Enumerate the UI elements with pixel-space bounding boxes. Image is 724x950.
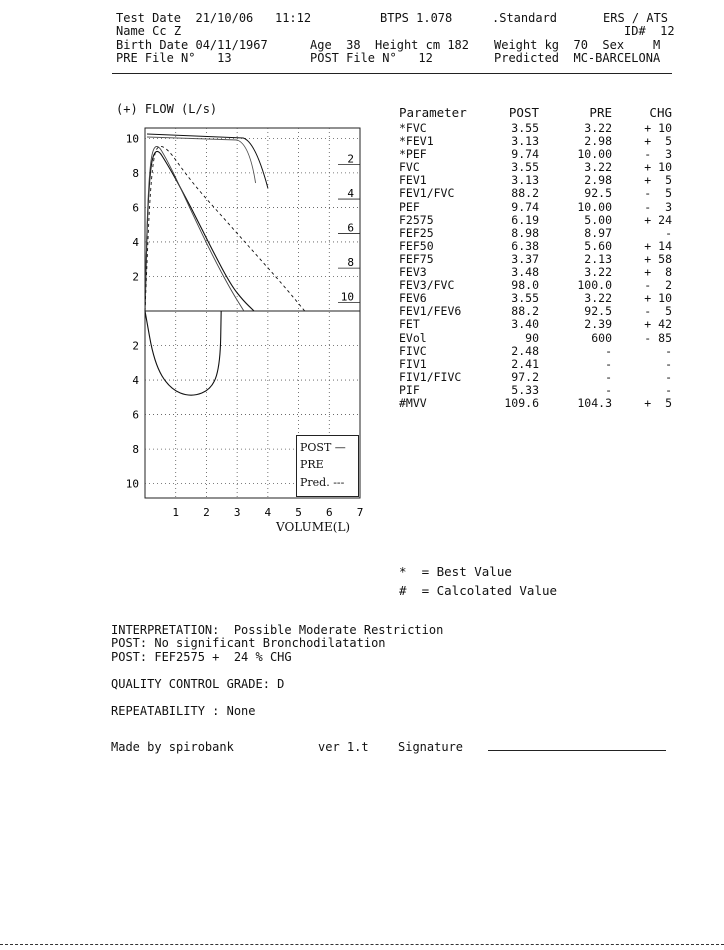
header-pre-file: PRE File N° 13: [116, 51, 232, 65]
param-name: EVol: [399, 330, 427, 345]
post-value: 97.2: [511, 369, 539, 384]
post-value: 109.6: [504, 395, 539, 410]
pre-value: 3.22: [584, 160, 612, 175]
post-value: 9.74: [511, 147, 539, 162]
y-tick-label: 2: [132, 339, 139, 353]
pre-value: 2.98: [584, 173, 612, 188]
table-row: [399, 332, 672, 345]
post-value: 88.2: [511, 186, 539, 201]
col-chg: CHG: [649, 105, 672, 121]
pre-value: 92.5: [584, 304, 612, 319]
param-name: F2575: [399, 212, 434, 227]
y-tick-label: 4: [132, 374, 139, 388]
pre-value: 600: [591, 330, 612, 345]
time-tick-label: 10: [340, 290, 354, 304]
col-pre: PRE: [589, 105, 612, 121]
header-age-height: Age 38 Height cm 182: [310, 38, 469, 52]
pre-value: -: [605, 356, 612, 371]
chg-value: + 58: [644, 251, 672, 266]
pre-value: 5.00: [584, 212, 612, 227]
legend-pred: Pred. ---: [300, 476, 345, 489]
y-tick-label: 2: [132, 270, 139, 284]
param-name: *PEF: [399, 147, 427, 162]
pre-value: 3.22: [584, 265, 612, 280]
pre-value: 5.60: [584, 238, 612, 253]
param-name: PEF: [399, 199, 420, 214]
table-row: [399, 397, 672, 410]
table-row: [399, 201, 672, 214]
header-name: Name Cc Z: [116, 24, 182, 38]
post-value: 5.33: [511, 382, 539, 397]
table-row: [399, 214, 672, 227]
x-tick-label: 2: [203, 506, 210, 519]
chg-value: + 10: [644, 121, 672, 135]
header-ers-ats: ERS / ATS: [603, 11, 669, 25]
post-value: 3.40: [511, 317, 539, 332]
post-value: 90: [525, 330, 539, 345]
post-value: 9.74: [511, 199, 539, 214]
post-value: 6.19: [511, 212, 539, 227]
y-tick-label: 6: [132, 201, 139, 215]
series-line-post-inspiratory: [145, 311, 221, 395]
param-name: FET: [399, 317, 420, 332]
interpretation-post-2: POST: FEF2575 + 24 % CHG: [111, 650, 292, 664]
chg-value: + 10: [644, 291, 672, 306]
x-tick-label: 6: [325, 506, 333, 519]
chg-value: + 8: [644, 265, 672, 280]
chg-value: + 14: [644, 238, 672, 253]
signature-label: Signature: [398, 740, 464, 754]
legend-post: POST —: [300, 441, 346, 454]
param-name: FEV6: [399, 291, 427, 306]
pre-value: 100.0: [577, 278, 612, 293]
table-row: [399, 318, 672, 331]
param-name: FEV1: [399, 173, 427, 188]
y-tick-label: 10: [125, 477, 139, 491]
header-id: ID# 12: [624, 24, 675, 38]
series-line-pred-: [145, 146, 305, 311]
chart-title: (+) FLOW (L/s): [116, 102, 218, 116]
post-value: 2.41: [511, 356, 539, 371]
pre-value: 10.00: [577, 147, 612, 162]
post-value: 3.13: [511, 173, 539, 188]
repeatability: REPEATABILITY : None: [111, 704, 256, 718]
chg-value: - 2: [644, 278, 672, 293]
table-row: [399, 227, 672, 240]
table-row: [399, 384, 672, 397]
header-standard: .Standard: [492, 11, 558, 25]
interpretation-line: INTERPRETATION: Possible Moderate Restriction: [111, 623, 444, 637]
time-tick-label: 8: [347, 256, 354, 270]
header-weight-sex: Weight kg 70 Sex M: [494, 38, 661, 52]
made-by: Made by spirobank: [111, 740, 234, 754]
chart-legend: [296, 435, 359, 497]
series-line-post: [145, 151, 254, 311]
note-best-value: * = Best Value: [399, 564, 512, 579]
param-name: PIF: [399, 382, 420, 397]
version: ver 1.t: [318, 740, 369, 754]
param-name: FIV1/FIVC: [399, 369, 462, 384]
param-name: FEF50: [399, 238, 434, 253]
x-tick-label: 7: [356, 506, 364, 519]
chg-value: - 3: [644, 199, 672, 214]
param-name: FEF25: [399, 225, 434, 240]
interpretation-post-1: POST: No significant Bronchodilatation: [111, 636, 386, 650]
signature-line: [488, 750, 666, 751]
x-tick-label: 5: [295, 506, 302, 519]
chg-value: + 5: [644, 173, 672, 188]
pre-value: 8.97: [584, 225, 612, 240]
pre-value: 2.39: [584, 317, 612, 332]
param-name: #MVV: [399, 395, 427, 410]
chg-value: -: [665, 369, 672, 384]
header-rule: [112, 73, 672, 74]
header-post-file: POST File N° 12: [310, 51, 433, 65]
flow-time-curve-pre: [147, 137, 256, 183]
param-name: FEF75: [399, 251, 434, 266]
table-row: [399, 345, 672, 358]
x-tick-label: 1: [172, 506, 180, 519]
table-row: [399, 358, 672, 371]
pre-value: 3.22: [584, 121, 612, 135]
post-value: 3.48: [511, 265, 539, 280]
post-value: 98.0: [511, 278, 539, 293]
time-tick-label: 4: [347, 187, 354, 201]
chg-value: -: [665, 225, 672, 240]
post-value: 3.55: [511, 291, 539, 306]
param-name: FIV1: [399, 356, 427, 371]
x-tick-label: 4: [264, 506, 272, 519]
chg-value: - 85: [644, 330, 672, 345]
time-tick-label: 6: [347, 221, 354, 235]
y-tick-label: 10: [125, 132, 139, 146]
param-name: *FVC: [399, 121, 427, 135]
post-value: 3.13: [511, 134, 539, 149]
pre-value: 3.22: [584, 291, 612, 306]
param-name: FEV1/FEV6: [399, 304, 462, 319]
y-tick-label: 4: [132, 235, 139, 249]
pre-value: -: [605, 369, 612, 384]
header-birth-date: Birth Date 04/11/1967: [116, 38, 268, 52]
chg-value: - 5: [644, 304, 672, 319]
pre-value: 2.98: [584, 134, 612, 149]
header-predicted: Predicted MC-BARCELONA: [494, 51, 661, 65]
quality-control-grade: QUALITY CONTROL GRADE: D: [111, 677, 285, 691]
chg-value: -: [665, 356, 672, 371]
table-row: [399, 240, 672, 253]
post-value: 88.2: [511, 304, 539, 319]
y-tick-label: 8: [132, 166, 139, 180]
pre-value: 10.00: [577, 199, 612, 214]
time-tick-label: 2: [347, 152, 354, 166]
post-value: 3.55: [511, 160, 539, 175]
param-name: *FEV1: [399, 134, 434, 149]
chg-value: -: [665, 382, 672, 397]
chg-value: + 24: [644, 212, 672, 227]
page-bottom-rule: [0, 944, 724, 945]
y-tick-label: 8: [132, 443, 139, 457]
table-header-row: [399, 104, 672, 122]
post-value: 3.55: [511, 121, 539, 135]
post-value: 8.98: [511, 225, 539, 240]
pre-value: 92.5: [584, 186, 612, 201]
header-btps: BTPS 1.078: [380, 11, 453, 25]
table-row: [399, 187, 672, 200]
table-row: [399, 371, 672, 384]
chg-value: + 10: [644, 160, 672, 175]
x-tick-label: 3: [233, 506, 241, 519]
param-name: FIVC: [399, 343, 427, 358]
pre-value: -: [605, 382, 612, 397]
chg-value: + 5: [644, 395, 672, 410]
post-value: 6.38: [511, 238, 539, 253]
chg-value: + 42: [644, 317, 672, 332]
y-tick-label: 6: [132, 408, 139, 422]
param-name: FEV3: [399, 265, 427, 280]
pre-value: -: [605, 343, 612, 358]
post-value: 2.48: [511, 343, 539, 358]
header-test-date: Test Date 21/10/06 11:12: [116, 11, 312, 25]
param-name: FEV1/FVC: [399, 186, 455, 201]
param-name: FVC: [399, 160, 420, 175]
parameters-table: [399, 104, 672, 410]
chart-xlabel: VOLUME(L): [276, 520, 351, 534]
chg-value: + 5: [644, 134, 672, 149]
note-calculated-value: # = Calcolated Value: [399, 583, 558, 598]
series-line-pre: [145, 146, 244, 311]
chg-value: -: [665, 343, 672, 358]
col-parameter: Parameter: [399, 105, 467, 121]
post-value: 3.37: [511, 251, 539, 266]
col-post: POST: [508, 105, 539, 121]
pre-value: 2.13: [584, 251, 612, 266]
legend-pre: PRE: [300, 458, 324, 471]
param-name: FEV3/FVC: [399, 278, 455, 293]
pre-value: 104.3: [577, 395, 612, 410]
chg-value: - 5: [644, 186, 672, 201]
chg-value: - 3: [644, 147, 672, 162]
